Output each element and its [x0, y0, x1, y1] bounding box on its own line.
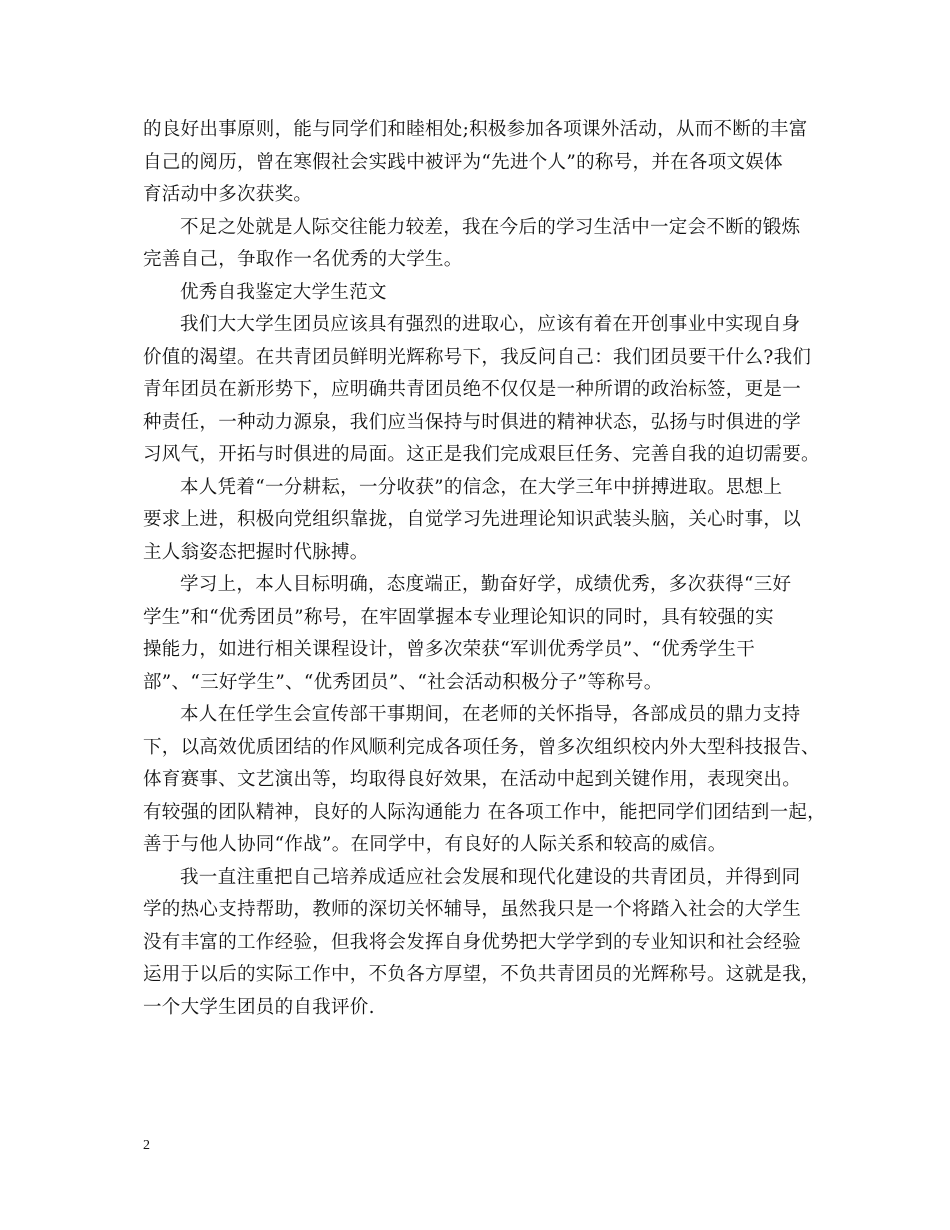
text-line: 本人在任学生会宣传部干事期间，在老师的关怀指导，各部成员的鼎力支持 [180, 704, 801, 725]
text-line: 种责任，一种动力源泉，我们应当保持与时俱进的精神状态，弘扬与时俱进的学 [143, 411, 802, 433]
text-line: 体育赛事、文艺演出等，均取得良好效果，在活动中起到关键作用，表现突出。 [143, 769, 802, 790]
text-line: 下，以高效优质团结的作风顺利完成各项任务，曾多次组织校内外大型科技报告、 [143, 736, 820, 758]
text-line: 学习上，本人目标明确，态度端正，勤奋好学，成绩优秀，多次获得“三好 [180, 574, 792, 595]
text-line: 要求上进，积极向党组织靠拢，自觉学习先进理论知识武装头脑，关心时事，以 [143, 509, 802, 530]
text-line: 优秀自我鉴定大学生范文 [180, 281, 387, 303]
text-line: 价值的渴望。在共青团员鲜明光辉称号下，我反问自己：我们团员要干什么?我们 [143, 346, 812, 368]
text-line: 不足之处就是人际交往能力较差，我在今后的学习生活中一定会不断的锻炼 [180, 216, 801, 238]
body-text [143, 114, 826, 1024]
text-line: 自己的阅历，曾在寒假社会实践中被评为“先进个人”的称号，并在各项文娱体 [143, 151, 783, 173]
text-line: 一个大学生团员的自我评价. [143, 996, 375, 1018]
text-line: 青年团员在新形势下，应明确共青团员绝不仅仅是一种所谓的政治标签，更是一 [143, 379, 802, 400]
text-line: 学的热心支持帮助，教师的深切关怀辅导，虽然我只是一个将踏入社会的大学生 [143, 899, 802, 920]
text-line: 运用于以后的实际工作中，不负各方厚望，不负共青团员的光辉称号。这就是我， [143, 964, 820, 985]
text-line: 育活动中多次获奖。 [143, 184, 313, 205]
text-line: 善于与他人协同“作战”。在同学中，有良好的人际关系和较高的威信。 [143, 834, 727, 855]
text-line: 的良好出事原则，能与同学们和睦相处;积极参加各项课外活动，从而不断的丰富 [143, 119, 808, 140]
text-line: 没有丰富的工作经验，但我将会发挥自身优势把大学学到的专业知识和社会经验 [143, 931, 802, 953]
text-line: 我们大大学生团员应该具有强烈的进取心，应该有着在开创事业中实现自身 [180, 314, 801, 335]
text-line: 操能力，如进行相关课程设计，曾多次荣获“军训优秀学员”、“优秀学生干 [143, 639, 756, 660]
page-number: 2 [143, 1138, 150, 1153]
text-line: 完善自己，争取作一名优秀的大学生。 [143, 249, 463, 270]
text-line: 部”、“三好学生”、“优秀团员”、“社会活动积极分子”等称号。 [143, 671, 663, 693]
text-line: 习风气，开拓与时俱进的局面。这正是我们完成艰巨任务、完善自我的迫切需要。 [143, 444, 820, 465]
text-line: 主人翁姿态把握时代脉搏。 [143, 541, 369, 563]
text-line: 学生”和“优秀团员”称号，在牢固掌握本专业理论知识的同时，具有较强的实 [143, 606, 774, 628]
text-line: 有较强的团队精神，良好的人际沟通能力 在各项工作中，能把同学们团结到一起， [143, 801, 826, 823]
text-line: 本人凭着“一分耕耘，一分收获”的信念，在大学三年中拼搏进取。思想上 [180, 476, 783, 498]
text-line: 我一直注重把自己培养成适应社会发展和现代化建设的共青团员，并得到同 [180, 866, 801, 888]
